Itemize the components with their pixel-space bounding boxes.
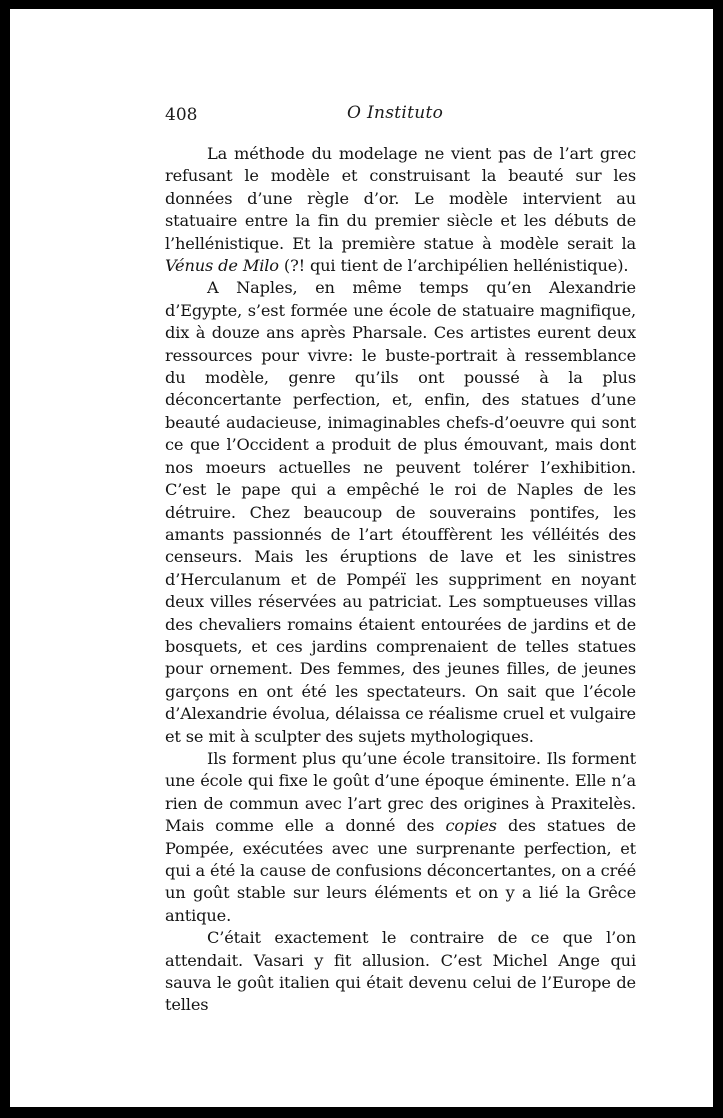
- italic-title-venus-de-milo: Vénus de Milo: [165, 256, 279, 276]
- text-run: A Naples, en même temps qu’en Alexandrie d’Egypte, s’est formée une école de statuaire magnifique, dix à douze ans après Pharsale. Ces artistes eurent deux ressources pour vivre: le buste-portrait à ressemblance du modèle, genre qu’ils ont poussé à la plus déconcertante perfection, et, enfin, des statues d’une beauté audacieuse, inimaginables chefs-d’oeuvre qui sont ce que l’Occident a produit de plus émouvant, mais dont nos moeurs actuelles ne peuvent tolérer l’exhibition. C’est le pape qui a empêché le roi de Naples de les détruire. Chez beaucoup de souverains pontifes, les amants passionnés de l’art étouffèrent les vélléités des censeurs. Mais les éruptions de lave et les sinistres d’Herculanum et de Pompéï les suppriment en noyant deux villes réservées au patriciat. Les somptueuses villas des chevaliers romains étaient entourées de jardins et de bosquets, et ces jardins comprenaient de telles statues pour ornement. Des femmes, des jeunes filles, de jeunes garçons en ont été les spectateurs. On sait que l’école d’Alexandrie évolua, délaissa ce réalisme cruel et vulgaire et se mit à sculpter des sujets mythologiques.: [165, 278, 636, 746]
- italic-word-copies: copies: [445, 816, 497, 836]
- paragraph-3: [165, 748, 636, 927]
- paragraph-4: [165, 927, 636, 1017]
- book-page: [10, 9, 713, 1107]
- text-run: La méthode du modelage ne vient pas de l’art grec refusant le modèle et construisant la beauté sur les données d’une règle d’or. Le modèle intervient au statuaire entre la fin du premier siècle et les débuts de l’hellénistique. Et la première statue à modèle serait la: [165, 144, 636, 253]
- text-run: C’était exactement le contraire de ce que l’on attendait. Vasari y fit allusion. C’est Michel Ange qui sauva le goût italien qui était devenu celui de l’Europe de telles: [165, 928, 636, 1015]
- text-run: (?! qui tient de l’archipélien hellénistique).: [278, 256, 629, 276]
- page-header: [157, 101, 633, 125]
- paragraph-1: [165, 143, 636, 277]
- page-number: 408: [165, 105, 198, 125]
- text-run: Ils forment plus qu’une école transitoire. Ils forment une école qui fixe le goût d’une époque éminente. Elle n’a rien de commun avec l’art grec des origines à Praxitelès. Mais comme elle a donné des: [165, 748, 636, 836]
- text-run: des statues de Pompée, exécutées avec une surprenante perfection, et qui a été la cause de confusions déconcertantes, on a créé un goût stable sur leurs éléments et on y a lié la Grêce antique.: [165, 816, 636, 925]
- paragraph-2: [165, 277, 636, 748]
- body-text: [165, 143, 636, 1017]
- running-title: O Instituto: [347, 103, 444, 123]
